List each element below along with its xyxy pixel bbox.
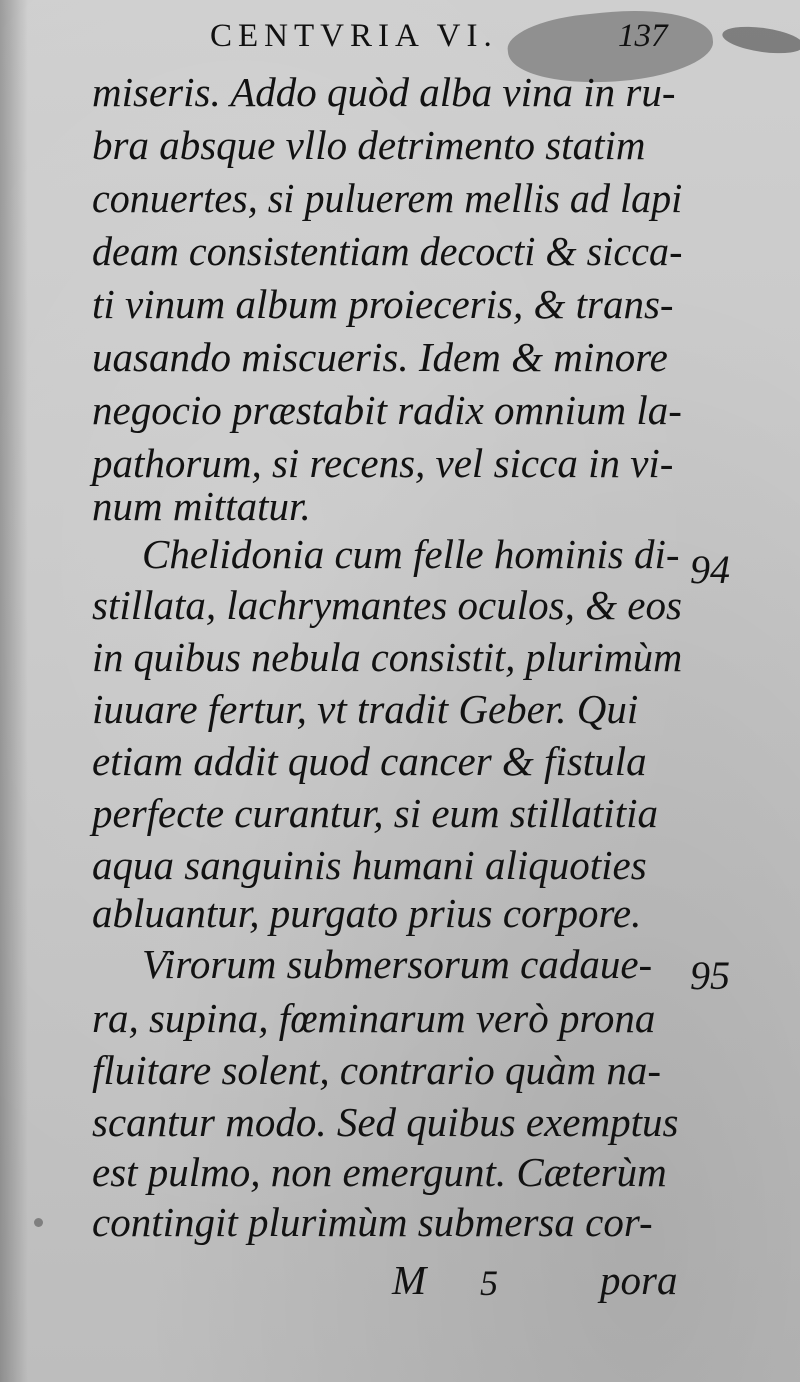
- running-title: CENTVRIA VI.: [210, 18, 498, 54]
- text-line-19: ra, supina, fœminarum verò prona: [92, 995, 656, 1041]
- signature-number: 5: [480, 1263, 498, 1303]
- text-line-11: stillata, lachrymantes oculos, & eos: [92, 582, 682, 628]
- text-line-17: abluantur, purgato prius corpore.: [92, 890, 642, 936]
- text-line-8: pathorum, si recens, vel sicca in vi-: [92, 440, 674, 486]
- text-line-2: bra absque vllo detrimento statim: [92, 122, 646, 168]
- text-line-10: Chelidonia cum felle hominis di-: [142, 531, 680, 577]
- gutter-shadow: [0, 0, 28, 1382]
- text-line-21: scantur modo. Sed quibus exemptus: [92, 1099, 679, 1145]
- text-line-12: in quibus nebula consistit, plurimùm: [92, 634, 683, 680]
- catchword: pora: [600, 1257, 678, 1303]
- text-line-15: perfecte curantur, si eum stillatitia: [92, 790, 658, 836]
- text-line-5: ti vinum album proieceris, & trans-: [92, 281, 674, 327]
- text-line-13: iuuare fertur, vt tradit Geber. Qui: [92, 686, 639, 732]
- margin-number-94: 94: [690, 547, 730, 592]
- text-line-4: deam consistentiam decocti & sicca-: [92, 228, 683, 274]
- ink-speck: [34, 1218, 43, 1227]
- text-line-1: miseris. Addo quòd alba vina in ru-: [92, 69, 676, 115]
- text-line-9: num mittatur.: [92, 483, 311, 529]
- paper-stain-small: [721, 22, 800, 57]
- margin-number-95: 95: [690, 953, 730, 998]
- text-line-16: aqua sanguinis humani aliquoties: [92, 842, 647, 888]
- text-line-18: Virorum submersorum cadaue-: [142, 941, 653, 987]
- folio-number: 137: [618, 18, 668, 54]
- text-line-3: conuertes, si puluerem mellis ad lapi: [92, 175, 683, 221]
- text-line-22: est pulmo, non emergunt. Cæterùm: [92, 1149, 667, 1195]
- text-line-7: negocio præstabit radix omnium la-: [92, 387, 682, 433]
- text-line-20: fluitare solent, contrario quàm na-: [92, 1047, 662, 1093]
- text-line-23: contingit plurimùm submersa cor-: [92, 1199, 653, 1245]
- text-line-6: uasando miscueris. Idem & minore: [92, 334, 668, 380]
- text-line-14: etiam addit quod cancer & fistula: [92, 738, 647, 784]
- signature-mark: M: [392, 1257, 427, 1303]
